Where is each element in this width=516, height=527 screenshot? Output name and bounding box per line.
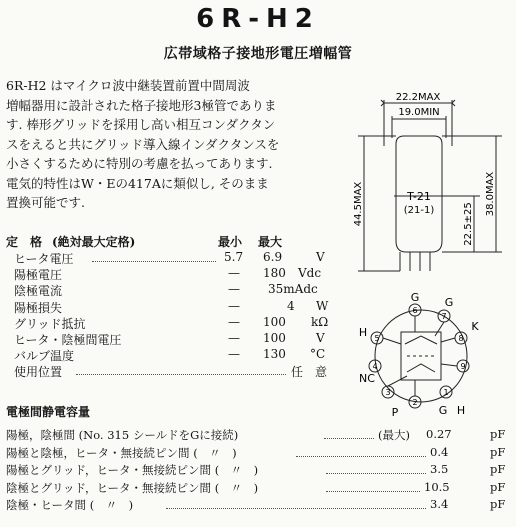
pin-number: 6 [412, 306, 418, 315]
capacitance-unit: pF [490, 427, 506, 441]
pin-label-g-top: G [410, 292, 420, 304]
tube-outline-drawing [352, 86, 512, 276]
pin-label-g-right: G [444, 296, 454, 309]
rating-min: — [228, 330, 240, 345]
capacitance-row [6, 445, 511, 463]
rating-min: 5.7 [224, 250, 244, 264]
pin-number: 1 [443, 388, 449, 397]
capacitance-row [6, 427, 511, 445]
rating-max: 100 [263, 330, 286, 345]
pin-number: 3 [385, 388, 391, 397]
ratings-heading-note: (絶対最大定格) [52, 235, 136, 249]
capacitance-value: 3.5 [430, 462, 449, 476]
capacitance-heading: 電極間静電容量 [6, 405, 91, 419]
rating-label: バルブ温度 [14, 349, 75, 364]
dim-body-max: 38.0MAX [485, 171, 496, 217]
rating-row [6, 299, 336, 315]
pin-number: 9 [460, 362, 466, 371]
rating-unit: kΩ [311, 314, 329, 329]
pin-number: 5 [374, 334, 380, 343]
description-line: 増幅器用に設計された格子接地形3極管でありま [6, 97, 277, 113]
rating-min: — [228, 282, 240, 297]
description-line: 6R-H2 はマイクロ波中継装置前置中間周波 [6, 78, 250, 93]
description-line: す. 棒形グリッドを採用し高い相互コンダクタン [6, 117, 276, 132]
rating-unit: W [316, 298, 329, 313]
pin-label-nc: NC [359, 372, 375, 385]
pin-label-g-bottom: G [438, 404, 448, 417]
rating-min: — [228, 266, 240, 281]
pin-label-h-left: H [358, 326, 368, 339]
description-line: スをえると共にグリッド導入線インダクタンスを [6, 136, 280, 152]
capacitance-value: 0.27 [426, 427, 452, 441]
pin-label-k: K [471, 320, 479, 333]
rating-max: 4 [287, 298, 295, 313]
dim-width-min: 19.0MIN [398, 107, 440, 118]
rating-min: — [228, 314, 240, 329]
capacitance-table [6, 427, 511, 515]
rating-label: ヒータ電圧 [14, 252, 74, 266]
rating-max: 35mAdc [268, 282, 318, 297]
ratings-heading: 定 格 [6, 235, 43, 249]
rating-min: — [228, 347, 240, 362]
capacitance-note: (最大) [378, 428, 410, 442]
capacitance-row [6, 480, 511, 498]
description-line: 置換可能です. [6, 195, 85, 210]
bulb-type: T-21 [407, 190, 431, 203]
capacitance-label: 陽極とグリッド，ヒータ・無接続ピン間 ( 〃 ) [6, 463, 259, 477]
capacitance-value: 0.4 [430, 444, 449, 459]
dim-height-max: 44.5MAX [353, 181, 364, 227]
col-max-header: 最大 [258, 235, 283, 249]
ratings-header [6, 233, 336, 250]
rating-max: 130 [263, 347, 286, 362]
capacitance-unit: pF [490, 444, 506, 459]
dim-width-max: 22.2MAX [395, 92, 441, 103]
rating-row [6, 331, 336, 347]
capacitance-label: 陰極・ヒータ間 ( 〃 ) [6, 498, 134, 512]
rating-max: 任 意 [291, 365, 328, 380]
pin-number: 4 [372, 362, 378, 371]
capacitance-label: 陽極と陰極，ヒータ・無接続ピン間 ( 〃 ) [6, 445, 237, 460]
pin-label-h-right: H [456, 404, 466, 417]
pin-number: 2 [412, 398, 418, 407]
capacitance-row [6, 497, 511, 515]
base-diagram [357, 292, 487, 420]
rating-unit: V [316, 250, 325, 264]
rating-min: — [228, 298, 240, 313]
rating-unit: V [316, 330, 325, 345]
rating-label: 陰極電流 [14, 284, 63, 299]
ratings-table [6, 233, 336, 380]
capacitance-row [6, 462, 511, 480]
dim-seated: 22.5±25 [463, 202, 474, 246]
rating-label: 使用位置 [14, 365, 63, 380]
pin-number: 7 [441, 312, 447, 321]
description-line: 小さくするために特別の考慮を払ってあります. [6, 156, 273, 171]
capacitance-value: 10.5 [424, 479, 450, 494]
capacitance-label: 陽極，陰極間 (No. 315 シールドをGに接続) [6, 428, 239, 442]
description-paragraph [6, 76, 351, 213]
col-min-header: 最小 [218, 235, 243, 249]
rating-label: 陽極電圧 [14, 268, 63, 283]
rating-row [6, 282, 336, 298]
rating-row [6, 347, 336, 363]
rating-label: ヒータ・陰極間電圧 [14, 332, 122, 347]
rating-row [6, 363, 336, 379]
capacitance-label: 陰極とグリッド，ヒータ・無接続ピン間 ( 〃 ) [6, 480, 259, 495]
rating-max: 100 [263, 314, 286, 329]
pin-label-p: P [391, 406, 399, 419]
rating-max: 6.9 [263, 250, 283, 264]
rating-row [6, 315, 336, 331]
rating-row [6, 266, 336, 282]
page-subtitle: 広帯域格子接地形電圧増幅管 [163, 46, 353, 62]
description-line: 電気的特性はW・Eの417Aに類似し, そのまま [6, 175, 269, 191]
rating-unit: °C [310, 347, 326, 362]
rating-max: 180 [263, 266, 286, 281]
bulb-sub: (21-1) [403, 205, 435, 216]
rating-unit: Vdc [298, 266, 322, 281]
capacitance-unit: pF [490, 479, 506, 494]
rating-label: 陽極損失 [14, 300, 63, 315]
capacitance-unit: pF [490, 462, 506, 476]
capacitance-unit: pF [490, 497, 506, 511]
rating-label: グリッド抵抗 [14, 316, 86, 331]
page-title: 6R-H2 [196, 4, 320, 34]
capacitance-value: 3.4 [430, 497, 449, 511]
rating-row [6, 250, 336, 266]
pin-number: 8 [458, 334, 464, 343]
